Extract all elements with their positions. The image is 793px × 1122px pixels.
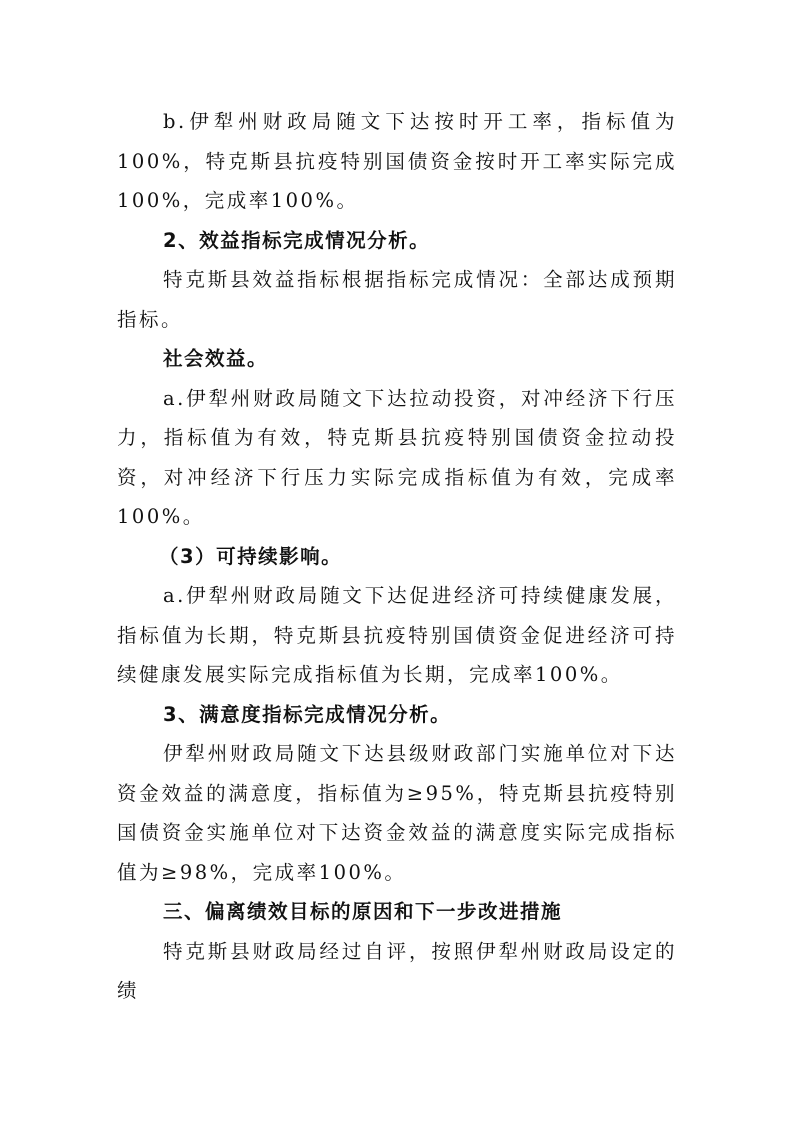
paragraph-sustainable-development: a.伊犁州财政局随文下达促进经济可持续健康发展，指标值为长期，特克斯县抗疫特别国债资金促进经济可持续健康发展实际完成指标值为长期，完成率100%。 <box>117 584 677 686</box>
heading-benefit-indicators: 2、效益指标完成情况分析。 <box>163 228 431 252</box>
heading-social-benefit: 社会效益。 <box>163 347 269 370</box>
heading-sustainability: （3）可持续影响。 <box>159 544 343 568</box>
paragraph-benefit-summary: 特克斯县效益指标根据指标完成情况：全部达成预期指标。 <box>117 268 677 331</box>
document-body <box>117 102 677 1011</box>
paragraph-construction-start-rate: b.伊犁州财政局随文下达按时开工率，指标值为100%，特克斯县抗疫特别国债资金按时开工率实际完成100%，完成率100%。 <box>117 110 677 212</box>
paragraph-self-evaluation: 特克斯县财政局经过自评，按照伊犁州财政局设定的绩 <box>117 939 677 1002</box>
paragraph-investment-stimulus: a.伊犁州财政局随文下达拉动投资，对冲经济下行压力，指标值为有效，特克斯县抗疫特别国债资金拉动投资，对冲经济下行压力实际完成指标值为有效，完成率100%。 <box>117 386 677 528</box>
heading-satisfaction-indicators: 3、满意度指标完成情况分析。 <box>163 702 452 726</box>
heading-deviation-causes: 三、偏离绩效目标的原因和下一步改进措施 <box>163 900 563 923</box>
paragraph-satisfaction: 伊犁州财政局随文下达县级财政部门实施单位对下达资金效益的满意度，指标值为≥95%，特克斯县抗疫特别国债资金实施单位对下达资金效益的满意度实际完成指标值为≥98%，完成率100%。 <box>117 742 677 884</box>
